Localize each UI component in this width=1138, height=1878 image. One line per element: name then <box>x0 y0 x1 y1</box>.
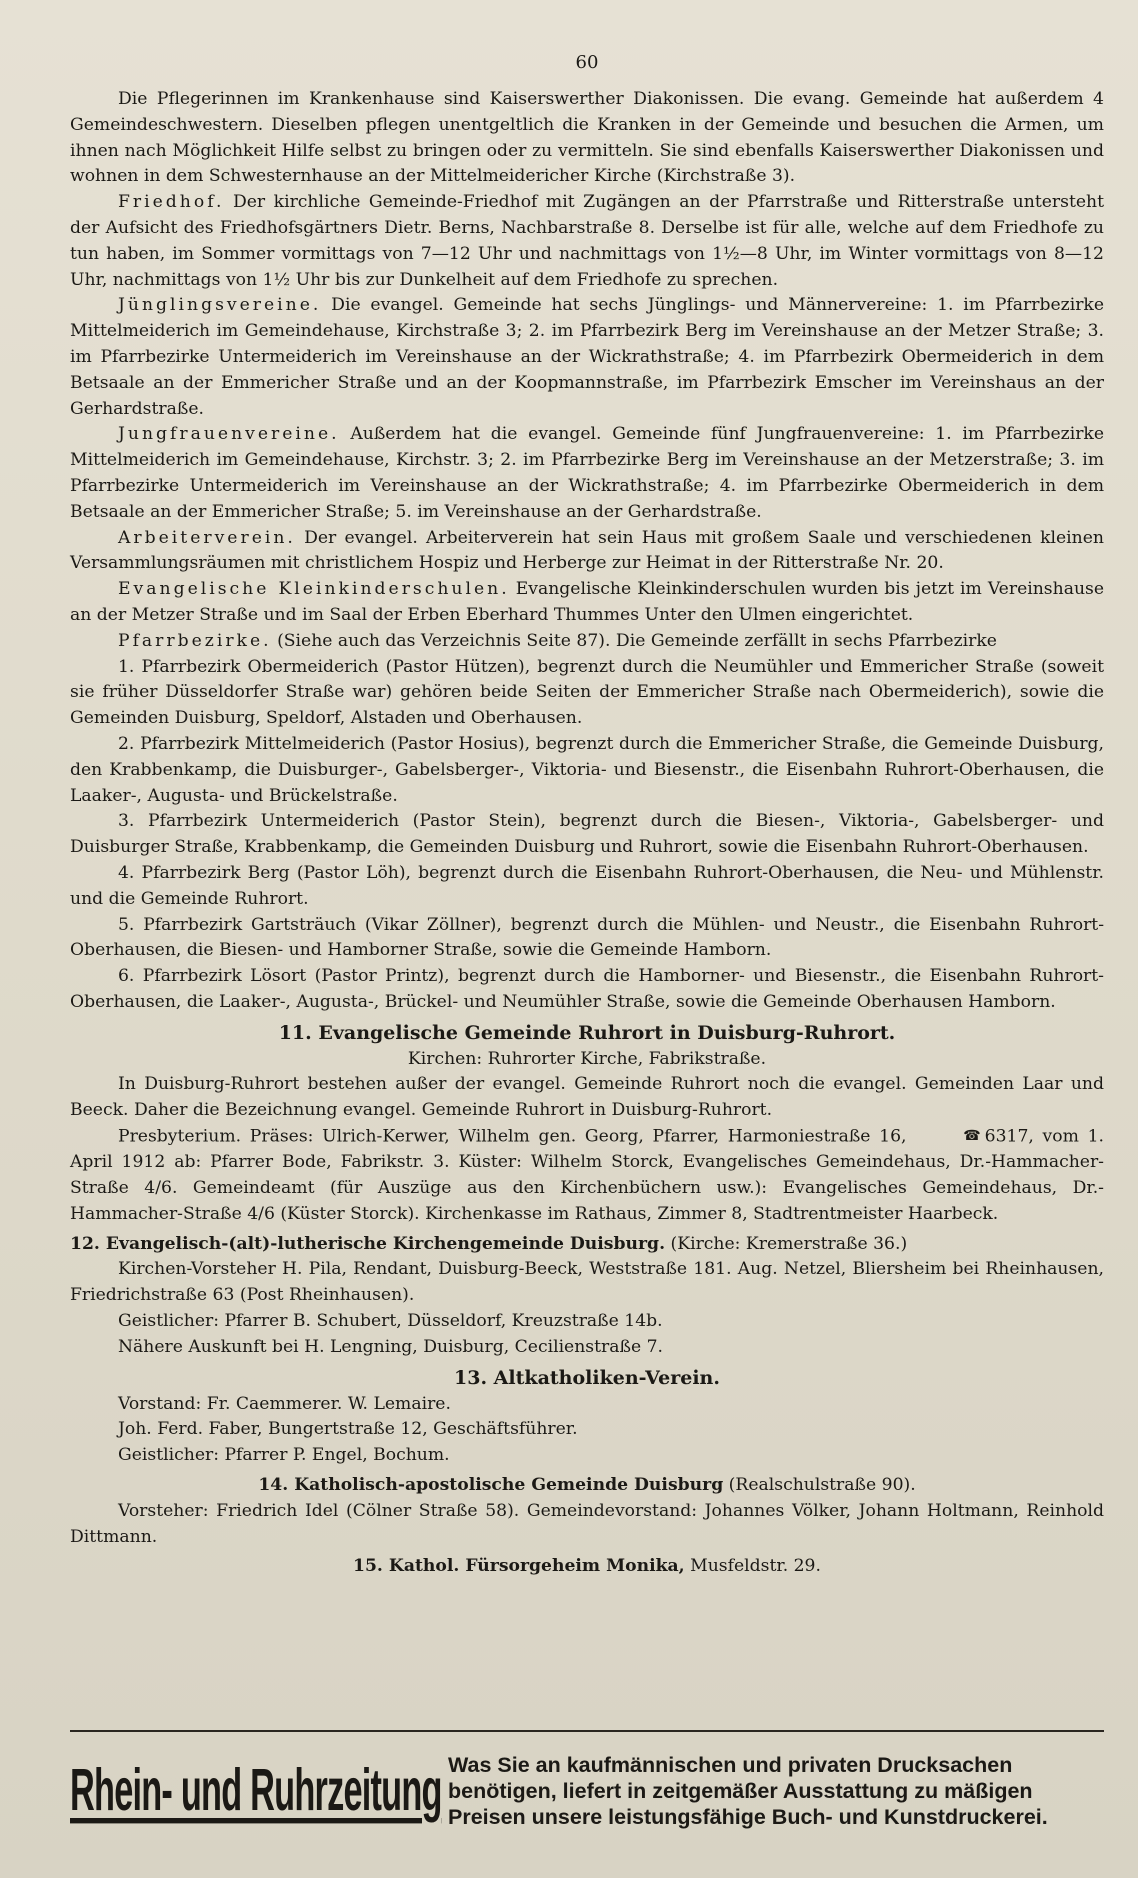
parish-item: 1. Pfarrbezirk Obermeiderich (Pastor Hützen), begrenzt durch die Neumühler und Emmericher Straße (soweit sie früher Düsseldorfer Straße war) gehören beide Seiten der Emmericher Straße nach Obermeiderich), sowie die Gemeinden Duisburg, Speldorf, Alstaden und Oberhausen. <box>70 656 1104 729</box>
section-14-paragraph: Vorsteher: Friedrich Idel (Cölner Straße 58). Gemeindevorstand: Johannes Völker, Johann Holtmann, Reinhold Dittmann. <box>70 1500 1104 1547</box>
section-13-title: 13. Altkatholiken-Verein. <box>454 1366 720 1389</box>
paragraph-cemetery: Friedhof. Der kirchliche Gemeinde-Friedhof mit Zugängen an der Pfarrstraße und Ritterstraße untersteht der Aufsicht des Friedhofsgärtners Dietr. Berns, Nachbarstraße 8. Derselbe ist für alle, welche auf dem Friedhofe zu tun haben, im Sommer vormittags von 7—12 Uhr und nachmittags von 1½—8 Uhr, im Winter vormittags von 8—12 Uhr, nachmittags von 1½ Uhr bis zur Dunkelheit auf dem Friedhofe zu sprechen. <box>70 192 1104 290</box>
parish-item: 3. Pfarrbezirk Untermeiderich (Pastor Stein), begrenzt durch die Biesen-, Viktoria-, Gabelsberger- und Duisburger Straße, Krabbenkamp, die Gemeinden Duisburg und Ruhrort, sowie die Eisenbahn Ruhrort-Oberhausen. <box>70 811 1104 858</box>
section-11-subtitle: Kirchen: Ruhrorter Kirche, Fabrikstraße. <box>407 1048 767 1069</box>
section-12-clergy: Geistlicher: Pfarrer B. Schubert, Düsseldorf, Kreuzstraße 14b. <box>118 1311 663 1332</box>
section-12-title-tail: (Kirche: Kremerstraße 36.) <box>665 1233 908 1254</box>
section-12-paragraph: Kirchen-Vorsteher H. Pila, Rendant, Duisburg-Beeck, Weststraße 181. Aug. Netzel, Bliersheim bei Rheinhausen, Friedrichstraße 63 (Post Rheinhausen). <box>70 1259 1104 1306</box>
paragraph-lead: Evangelische Kleinkinderschulen. <box>118 579 510 600</box>
section-14-title: 14. Katholisch-apostolische Gemeinde Duisburg <box>258 1475 724 1496</box>
section-15-heading <box>70 1554 1104 1580</box>
paragraph-youth-clubs: Jünglingsvereine. Die evangel. Gemeinde hat sechs Jünglings- und Männervereine: 1. im Pfarrbezirke Mittelmeiderich im Gemeindehause, Kirchstraße 3; 2. im Pfarrbezirk Berg im Vereinshause an der Metzer Straße; 3. im Pfarrbezirke Untermeiderich im Vereinshause an der Wickrathstraße; 4. im Pfarrbezirk Obermeiderich in dem Betsaale an der Emmericher Straße und an der Koopmannstraße, im Pfarrbezirk Emscher im Vereinshaus an der Gerhardstraße. <box>70 295 1104 419</box>
parish-item: 2. Pfarrbezirk Mittelmeiderich (Pastor Hosius), begrenzt durch die Emmericher Straße, die Gemeinde Duisburg, den Krabbenkamp, die Duisburger-, Gabelsberger-, Viktoria- und Biesenstr., die Eisenbahn Ruhrort-Oberhausen, die Laaker-, Augusta- und Brückelstraße. <box>70 733 1104 806</box>
section-13-manager: Joh. Ferd. Faber, Bungertstraße 12, Geschäftsführer. <box>118 1419 578 1440</box>
newspaper-logo: Rhein- und Ruhrzeitung <box>70 1757 442 1824</box>
advertisement-text: Was Sie an kaufmännischen und privaten Drucksachen benötigen, liefert in zeitgemäßer Ausstattung zu mäßigen Preisen unsere leistungsfähige Buch- und Kunstdruckerei. <box>448 1753 1048 1829</box>
section-15-title: 15. Kathol. Fürsorgeheim Monika, <box>353 1556 685 1577</box>
telephone-icon: ☎ <box>963 1128 981 1145</box>
newspaper-advertisement <box>70 1730 1104 1850</box>
paragraph-kindergartens: Evangelische Kleinkinderschulen. Evangelische Kleinkinderschulen wurden bis jetzt im Vereinshause an der Metzer Straße und im Saal der Erben Eberhard Thummes Unter den Ulmen eingerichtet. <box>70 579 1105 625</box>
paragraph-lead: Arbeiterverein. <box>118 527 296 548</box>
body-text <box>70 87 1104 1580</box>
paragraph-lead: Jungfrauenvereine. <box>118 424 340 445</box>
parish-item: 4. Pfarrbezirk Berg (Pastor Löh), begrenzt durch die Eisenbahn Ruhrort-Oberhausen, die Neu- und Mühlenstr. und die Gemeinde Ruhrort. <box>70 862 1104 909</box>
section-15-title-tail: Musfeldstr. 29. <box>684 1556 821 1577</box>
paragraph-lead: Pfarrbezirke. <box>118 630 272 651</box>
paragraph-workers-club: Arbeiterverein. Der evangel. Arbeiterverein hat sein Haus mit großem Saale und verschiedenen kleinen Versammlungsräumen mit christlichem Hospiz und Herberge zur Heimat in der Ritterstraße Nr. 20. <box>70 527 1104 574</box>
section-11-title: 11. Evangelische Gemeinde Ruhrort in Duisburg-Ruhrort. <box>278 1021 896 1044</box>
section-12-info: Nähere Auskunft bei H. Lengning, Duisburg, Cecilienstraße 7. <box>118 1336 664 1357</box>
paragraph-maiden-clubs: Jungfrauenvereine. Außerdem hat die evangel. Gemeinde fünf Jungfrauenvereine: 1. im Pfarrbezirke Mittelmeiderich im Gemeindehause, Kirchstr. 3; 2. im Pfarrbezirke Berg im Vereinshause an der Metzerstraße; 3. im Pfarrbezirke Untermeiderich im Vereinshause an der Wickrathstraße; 4. im Pfarrbezirke Obermeiderich in dem Betsaale an der Emmericher Straße; 5. im Vereinshause an der Gerhardstraße. <box>70 424 1104 522</box>
section-14-heading <box>70 1473 1104 1499</box>
paragraph-lead: Friedhof. <box>118 192 225 213</box>
page-number: 60 <box>575 52 599 73</box>
section-11-paragraph: In Duisburg-Ruhrort bestehen außer der evangel. Gemeinde Ruhrort noch die evangel. Gemeinden Laar und Beeck. Daher die Bezeichnung evangel. Gemeinde Ruhrort in Duisburg-Ruhrort. <box>70 1074 1104 1121</box>
section-11-presbytery: Presbyterium. Präses: Ulrich-Kerwer, Wilhelm gen. Georg, Pfarrer, Harmoniestraße 16, ☎ 6317, vom 1. April 1912 ab: Pfarrer Bode, Fabrikstr. 3. Küster: Wilhelm Storck, Evangelisches Gemeindehaus, Dr.-Hammacher-Straße 4/6. Gemeindeamt (für Auszüge aus den Kirchenbüchern usw.): Evangelisches Gemeindehaus, Dr.-Hammacher-Straße 4/6 (Küster Storck). Kirchenkasse im Rathaus, Zimmer 8, Stadtrentmeister Haarbeck. <box>70 1124 1104 1228</box>
section-13-clergy: Geistlicher: Pfarrer P. Engel, Bochum. <box>118 1445 450 1466</box>
paragraph-nurses: Die Pflegerinnen im Krankenhause sind Kaiserswerther Diakonissen. Die evang. Gemeinde hat außerdem 4 Gemeindeschwestern. Dieselben pflegen unentgeltlich die Kranken in der Gemeinde und besuchen die Armen, um ihnen nach Möglichkeit Hilfe selbst zu bringen oder zu vermitteln. Sie sind ebenfalls Kaiserswerther Diakonissen und wohnen in dem Schwesternhause an der Mittelmeidericher Kirche (Kirchstraße 3). <box>70 89 1104 187</box>
section-12-heading <box>70 1232 1104 1258</box>
parish-item: 6. Pfarrbezirk Lösort (Pastor Printz), begrenzt durch die Hamborner- und Biesenstr., die Eisenbahn Ruhrort-Oberhausen, die Laaker-, Augusta-, Brückel- und Neumühler Straße, sowie die Gemeinde Oberhausen Hamborn. <box>70 966 1104 1012</box>
section-13-board: Vorstand: Fr. Caemmerer. W. Lemaire. <box>118 1393 451 1414</box>
paragraph-lead: Jünglingsvereine. <box>118 295 322 316</box>
paragraph-parishes: Pfarrbezirke. (Siehe auch das Verzeichnis Seite 87). Die Gemeinde zerfällt in sechs Pfarrbezirke <box>118 630 997 651</box>
parish-item: 5. Pfarrbezirk Gartsträuch (Vikar Zöllner), begrenzt durch die Mühlen- und Neustr., die Eisenbahn Ruhrort-Oberhausen, die Biesen- und Hamborner Straße, sowie die Gemeinde Hamborn. <box>70 914 1104 961</box>
section-12-title: 12. Evangelisch-(alt)-lutherische Kirchengemeinde Duisburg. <box>70 1233 666 1254</box>
section-14-title-tail: (Realschulstraße 90). <box>723 1475 916 1496</box>
